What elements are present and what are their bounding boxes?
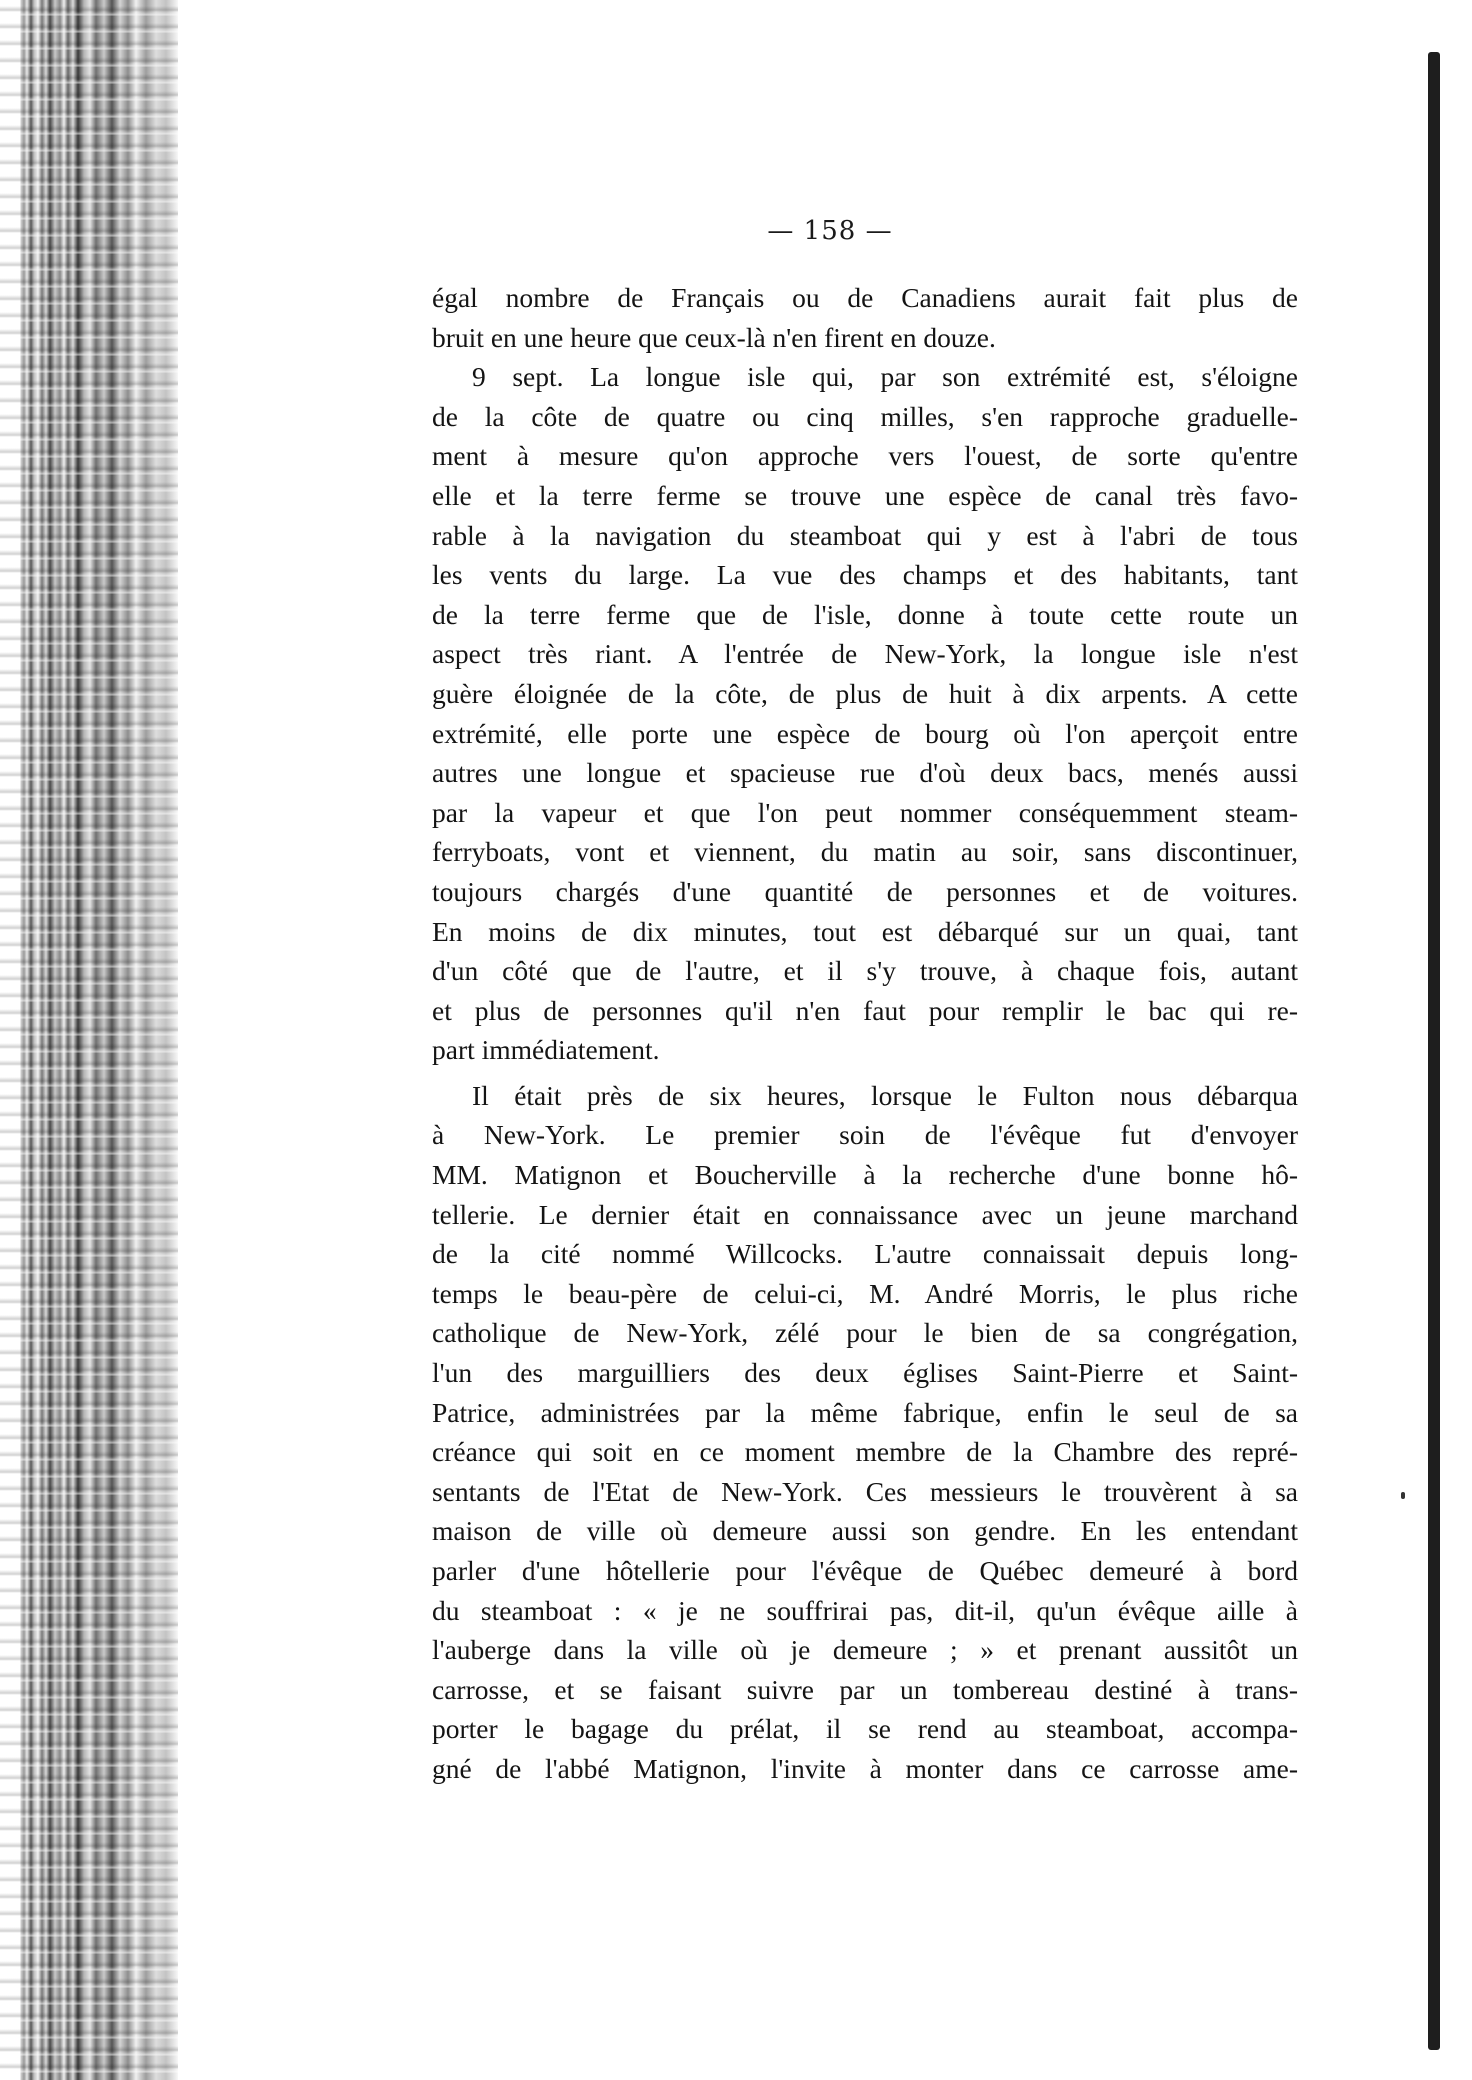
text-line: carrosse, et se faisant suivre par un tombereau destiné à trans- bbox=[432, 1673, 1298, 1705]
page-number: — 158 — bbox=[767, 216, 893, 246]
text-line: 9 sept. La longue isle qui, par son extrémité est, s'éloigne bbox=[472, 361, 1298, 393]
text-line: Il était près de six heures, lorsque le Fulton nous débarqua bbox=[472, 1079, 1298, 1111]
text-line: En moins de dix minutes, tout est débarqué sur un quai, tant bbox=[432, 915, 1298, 947]
text-line: créance qui soit en ce moment membre de la Chambre des repré- bbox=[432, 1436, 1298, 1468]
text-line: de la côte de quatre ou cinq milles, s'en rapproche graduelle- bbox=[432, 400, 1298, 432]
page-edge-stack bbox=[0, 0, 178, 2080]
text-line: de la cité nommé Willcocks. L'autre connaissait depuis long- bbox=[432, 1238, 1298, 1270]
text-line: à New-York. Le premier soin de l'évêque fut d'envoyer bbox=[432, 1119, 1298, 1151]
text-line: par la vapeur et que l'on peut nommer conséquemment steam- bbox=[432, 796, 1298, 828]
text-line: part immédiatement. bbox=[432, 1034, 660, 1066]
text-line: extrémité, elle porte une espèce de bourg où l'on aperçoit entre bbox=[432, 717, 1298, 749]
text-line: toujours chargés d'une quantité de personnes et de voitures. bbox=[432, 875, 1298, 907]
text-line: bruit en une heure que ceux-là n'en firent en douze. bbox=[432, 321, 996, 353]
text-line: et plus de personnes qu'il n'en faut pour remplir le bac qui re- bbox=[432, 994, 1298, 1026]
text-line: rable à la navigation du steamboat qui y est à l'abri de tous bbox=[432, 519, 1298, 551]
text-line: gné de l'abbé Matignon, l'invite à monter dans ce carrosse ame- bbox=[432, 1752, 1298, 1784]
text-line: temps le beau-père de celui-ci, M. André Morris, le plus riche bbox=[432, 1277, 1298, 1309]
text-line: d'un côté que de l'autre, et il s'y trouve, à chaque fois, autant bbox=[432, 955, 1298, 987]
text-line: égal nombre de Français ou de Canadiens aurait fait plus de bbox=[432, 282, 1298, 313]
text-line: guère éloignée de la côte, de plus de huit à dix arpents. A cette bbox=[432, 677, 1298, 709]
text-line: l'auberge dans la ville où je demeure ; » et prenant aussitôt un bbox=[432, 1634, 1298, 1666]
text-line: maison de ville où demeure aussi son gendre. En les entendant bbox=[432, 1515, 1298, 1547]
text-line: du steamboat : « je ne souffrirai pas, dit-il, qu'un évêque aille à bbox=[432, 1594, 1298, 1626]
text-line: elle et la terre ferme se trouve une espèce de canal très favo- bbox=[432, 479, 1298, 511]
text-line: sentants de l'Etat de New-York. Ces messieurs le trouvèrent à sa bbox=[432, 1475, 1298, 1507]
text-line: parler d'une hôtellerie pour l'évêque de Québec demeuré à bord bbox=[432, 1555, 1298, 1586]
text-line: MM. Matignon et Boucherville à la recherche d'une bonne hô- bbox=[432, 1159, 1298, 1191]
text-line: tellerie. Le dernier était en connaissance avec un jeune marchand bbox=[432, 1198, 1298, 1230]
body-text bbox=[432, 278, 1298, 1789]
text-line: ment à mesure qu'on approche vers l'ouest, de sorte qu'entre bbox=[432, 440, 1298, 472]
binding-mark bbox=[1401, 1492, 1405, 1499]
text-line: catholique de New-York, zélé pour le bien de sa congrégation, bbox=[432, 1317, 1298, 1349]
text-line: l'un des marguilliers des deux églises Saint-Pierre et Saint- bbox=[432, 1357, 1298, 1389]
text-line: ferryboats, vont et viennent, du matin au soir, sans discontinuer, bbox=[432, 836, 1298, 868]
text-line: Patrice, administrées par la même fabrique, enfin le seul de sa bbox=[432, 1396, 1298, 1428]
text-line: les vents du large. La vue des champs et des habitants, tant bbox=[432, 559, 1298, 591]
text-line: aspect très riant. A l'entrée de New-York, la longue isle n'est bbox=[432, 638, 1298, 670]
text-line: porter le bagage du prélat, il se rend au steamboat, accompa- bbox=[432, 1713, 1298, 1745]
binding-edge bbox=[1428, 52, 1440, 2050]
text-line: autres une longue et spacieuse rue d'où deux bacs, menés aussi bbox=[432, 757, 1298, 789]
text-line: de la terre ferme que de l'isle, donne à toute cette route un bbox=[432, 598, 1298, 630]
